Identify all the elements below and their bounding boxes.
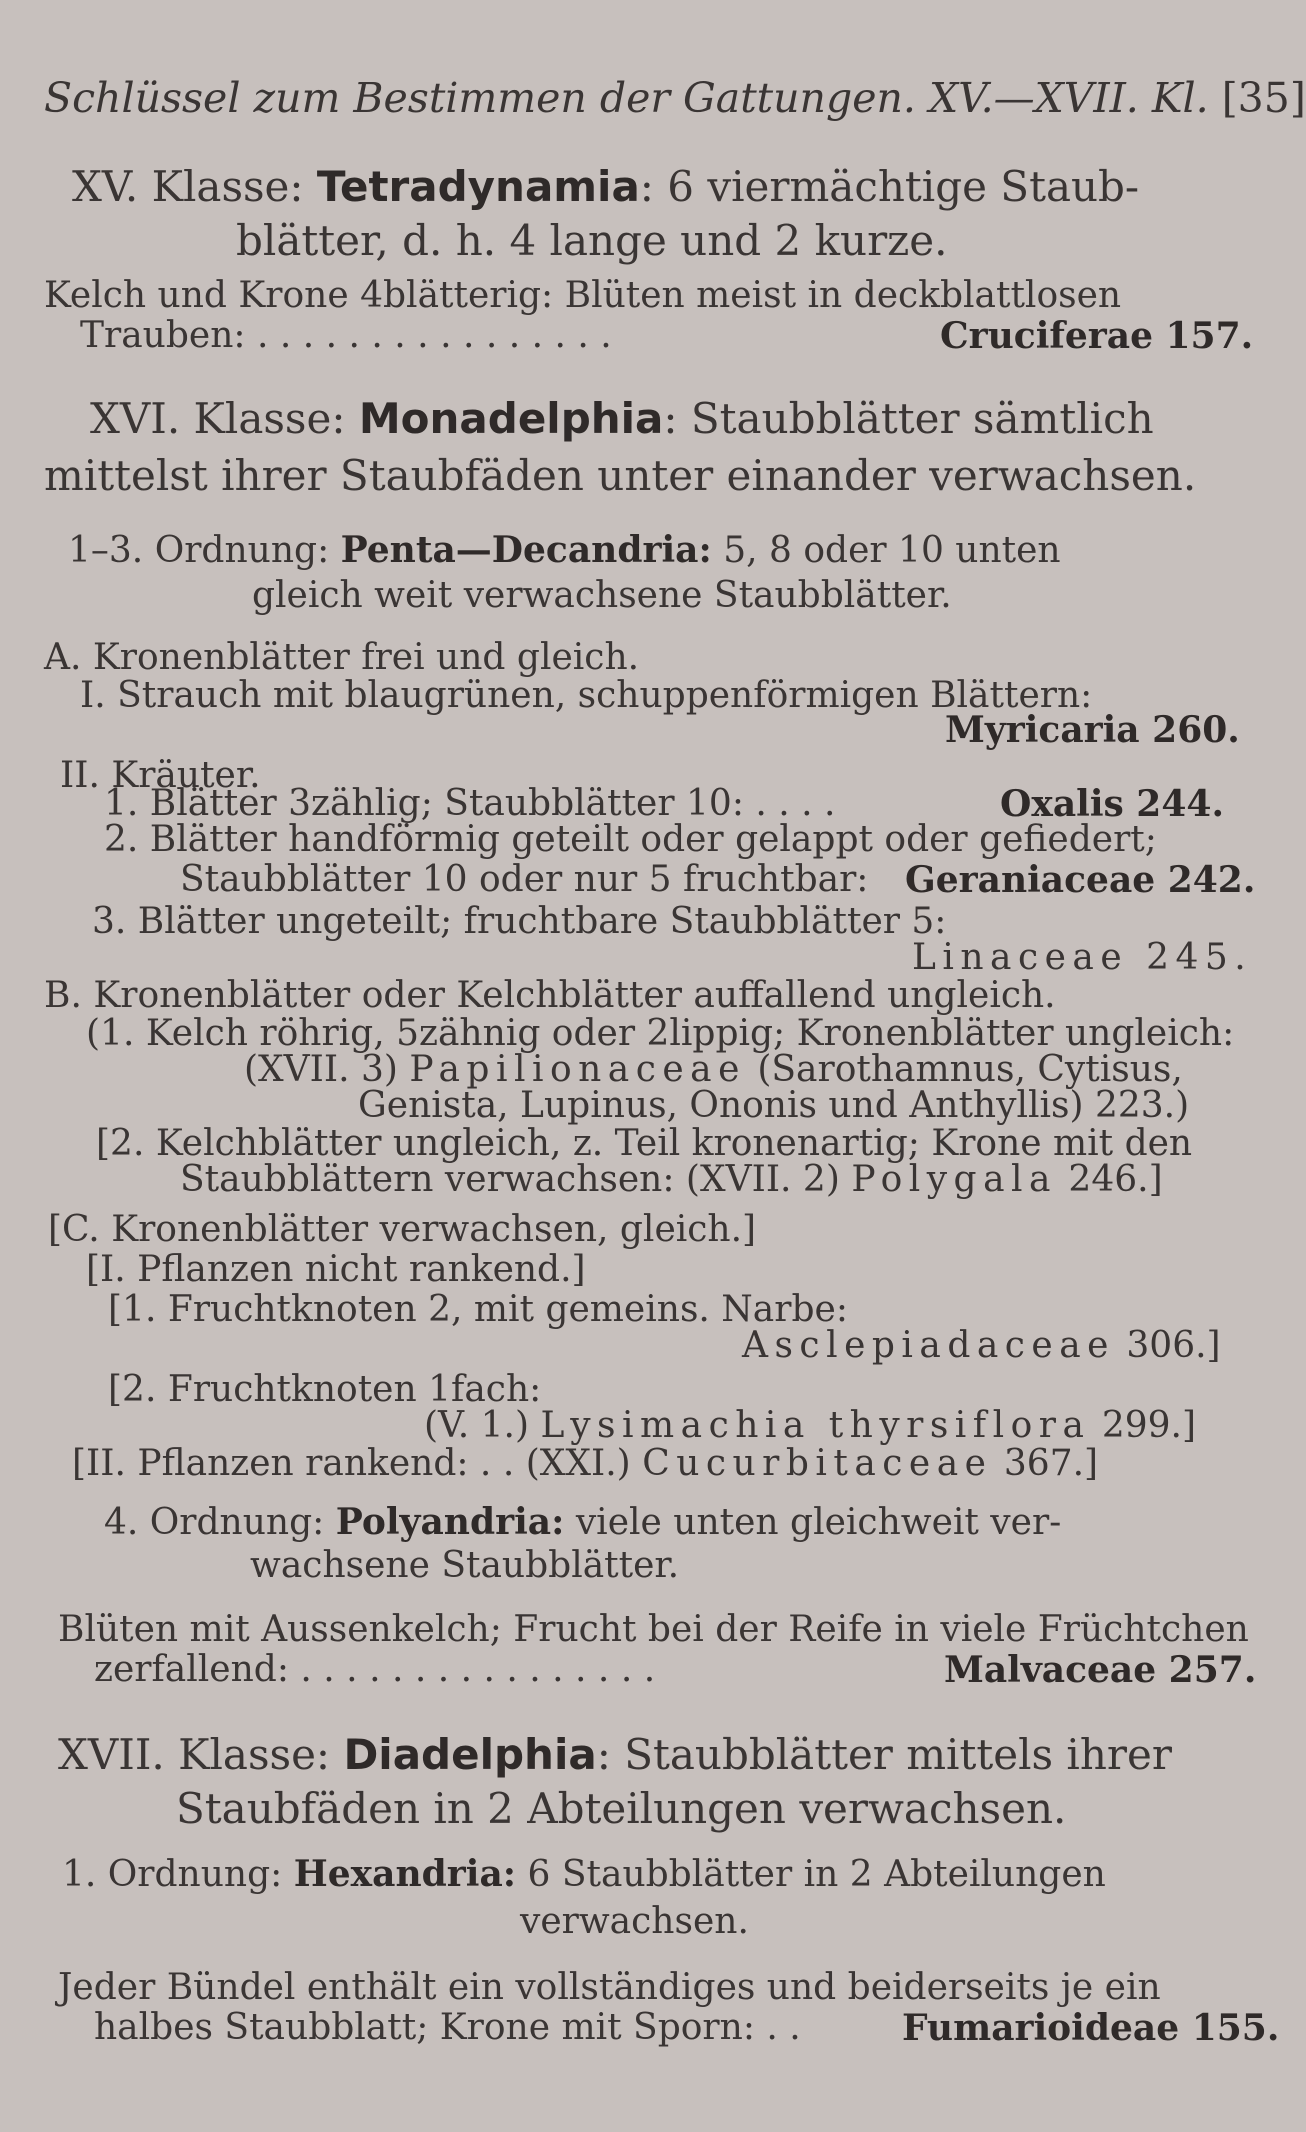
key-b-1-line2: [244, 1049, 1183, 1090]
order-1-3-line2: gleich weit verwachsene Staubblätter.: [252, 575, 952, 616]
key-c-1-2-result: [424, 1405, 1197, 1446]
key-c-2: [72, 1443, 1099, 1484]
key-b-1-ref: (XVII. 3): [244, 1049, 398, 1090]
class-15-entry-line2: Trauben: . . . . . . . . . . . . . . . .: [80, 315, 612, 356]
order-1-desc: 6 Staubblätter in 2 Abteilungen: [527, 1854, 1106, 1895]
page-number: [35]: [1221, 74, 1306, 122]
class-17-name: Diadelphia: [343, 1730, 597, 1779]
order-1-entry-line1: Jeder Bündel enthält ein vollständiges und beiderseits je ein: [58, 1967, 1161, 2008]
order-1-line2: verwachsen.: [520, 1901, 749, 1942]
key-c-1-1-num: 306.]: [1126, 1325, 1221, 1366]
class-16-label: XVI. Klasse:: [90, 394, 346, 443]
class-16-heading-line2: mittelst ihrer Staubfäden unter einander verwachsen.: [44, 451, 1197, 500]
key-c-1-2-num: 299.]: [1101, 1405, 1197, 1446]
result-papilionaceae: Papilionaceae: [409, 1049, 746, 1090]
order-1-3-label: 1–3. Ordnung:: [68, 530, 330, 571]
result-cruciferae: Cruciferae 157.: [940, 315, 1254, 357]
order-1-label: 1. Ordnung:: [62, 1854, 283, 1895]
class-17-desc: : Staubblätter mittels ihrer: [596, 1730, 1172, 1779]
key-a-2: II. Kräuter.: [60, 755, 261, 796]
result-malvaceae: Malvaceae 257.: [944, 1649, 1257, 1691]
key-a-2-2-line2: Staubblätter 10 oder nur 5 fruchtbar:: [180, 859, 869, 900]
order-4-line2: wachsene Staubblätter.: [250, 1545, 680, 1586]
order-1-3-name: Penta—Decandria:: [340, 529, 712, 571]
class-16-name: Monadelphia: [358, 394, 664, 443]
order-4-name: Polyandria:: [335, 1501, 565, 1543]
key-c-1-2-ref: (V. 1.): [424, 1405, 530, 1446]
order-1-3-desc: 5, 8 oder 10 unten: [723, 530, 1061, 571]
class-15-heading: [72, 162, 1140, 211]
key-a: A. Kronenblätter frei und gleich.: [44, 637, 640, 678]
running-head: [44, 74, 1306, 122]
key-b-1-genera: (Sarothamnus, Cytisus,: [757, 1049, 1183, 1090]
key-c-1: [I. Pflanzen nicht rankend.]: [86, 1249, 586, 1290]
class-17-label: XVII. Klasse:: [58, 1730, 331, 1779]
order-1-heading: [62, 1853, 1106, 1895]
result-geraniaceae: Geraniaceae 242.: [905, 859, 1256, 901]
class-17-heading-line2: Staubfäden in 2 Abteilungen verwachsen.: [176, 1784, 1067, 1833]
class-15-desc: : 6 viermächtige Staub-: [639, 162, 1140, 211]
order-4-heading: [104, 1501, 1062, 1543]
order-1-3-heading: [68, 529, 1061, 571]
class-15-label: XV. Klasse:: [72, 162, 304, 211]
result-linaceae: Linaceae 245.: [912, 937, 1253, 978]
order-4-desc: viele unten gleichweit ver-: [575, 1502, 1062, 1543]
order-1-name: Hexandria:: [293, 1853, 517, 1895]
running-head-title: Schlüssel zum Bestimmen der Gattungen. XV.—XVII. Kl.: [44, 74, 1209, 122]
key-a-1: I. Strauch mit blaugrünen, schuppenförmigen Blättern:: [80, 675, 1093, 716]
order-4-entry-line1: Blüten mit Aussenkelch; Frucht bei der Reife in viele Früchtchen: [58, 1609, 1249, 1650]
key-b-2-ref: Staubblättern verwachsen: (XVII. 2): [180, 1159, 840, 1200]
key-c-1-1: [1. Fruchtknoten 2, mit gemeins. Narbe:: [108, 1289, 848, 1330]
key-b: B. Kronenblätter oder Kelchblätter auffallend ungleich.: [44, 975, 1056, 1016]
class-15-name: Tetradynamia: [316, 162, 640, 211]
class-17-heading: [58, 1730, 1172, 1779]
key-c-1-1-result: [742, 1325, 1221, 1366]
key-b-1: (1. Kelch röhrig, 5zähnig oder 2lippig; Kronenblätter ungleich:: [86, 1013, 1235, 1054]
key-b-1-line3: Genista, Lupinus, Ononis und Anthyllis) 223.): [358, 1085, 1190, 1126]
key-b-2: [2. Kelchblätter ungleich, z. Teil kronenartig; Krone mit den: [96, 1123, 1193, 1164]
result-polygala: Polygala: [851, 1159, 1057, 1200]
key-b-2-num: 246.]: [1068, 1159, 1163, 1200]
key-c: [C. Kronenblätter verwachsen, gleich.]: [48, 1209, 757, 1250]
order-1-entry-line2: halbes Staubblatt; Krone mit Sporn: . .: [94, 2007, 801, 2048]
order-4-label: 4. Ordnung:: [104, 1502, 325, 1543]
result-asclepiadaceae: Asclepiadaceae: [742, 1325, 1115, 1366]
key-b-2-line2: [180, 1159, 1163, 1200]
class-15-heading-line2: blätter, d. h. 4 lange und 2 kurze.: [236, 216, 948, 265]
order-4-entry-line2: zerfallend: . . . . . . . . . . . . . . . .: [94, 1649, 656, 1690]
class-15-entry-line1: Kelch und Krone 4blätterig: Blüten meist in deckblattlosen: [44, 275, 1122, 316]
result-fumarioideae: Fumarioideae 155.: [902, 2007, 1280, 2049]
result-oxalis: Oxalis 244.: [1000, 783, 1224, 825]
result-cucurbitaceae: Cucurbitaceae: [642, 1443, 993, 1484]
result-lysimachia: Lysimachia thyrsiflora: [540, 1405, 1091, 1446]
key-a-2-2: 2. Blätter handförmig geteilt oder gelappt oder gefiedert;: [104, 819, 1157, 860]
result-myricaria: Myricaria 260.: [945, 709, 1240, 751]
key-c-2-num: 367.]: [1003, 1443, 1099, 1484]
key-c-2-text: [II. Pflanzen rankend: . . (XXI.): [72, 1443, 631, 1484]
class-16-heading: [90, 394, 1154, 443]
key-a-2-3: 3. Blätter ungeteilt; fruchtbare Staubblätter 5:: [92, 901, 947, 942]
class-16-desc: : Staubblätter sämtlich: [663, 394, 1154, 443]
key-a-2-1: 1. Blätter 3zählig; Staubblätter 10: . . . .: [104, 783, 836, 824]
key-c-1-2: [2. Fruchtknoten 1fach:: [108, 1369, 542, 1410]
